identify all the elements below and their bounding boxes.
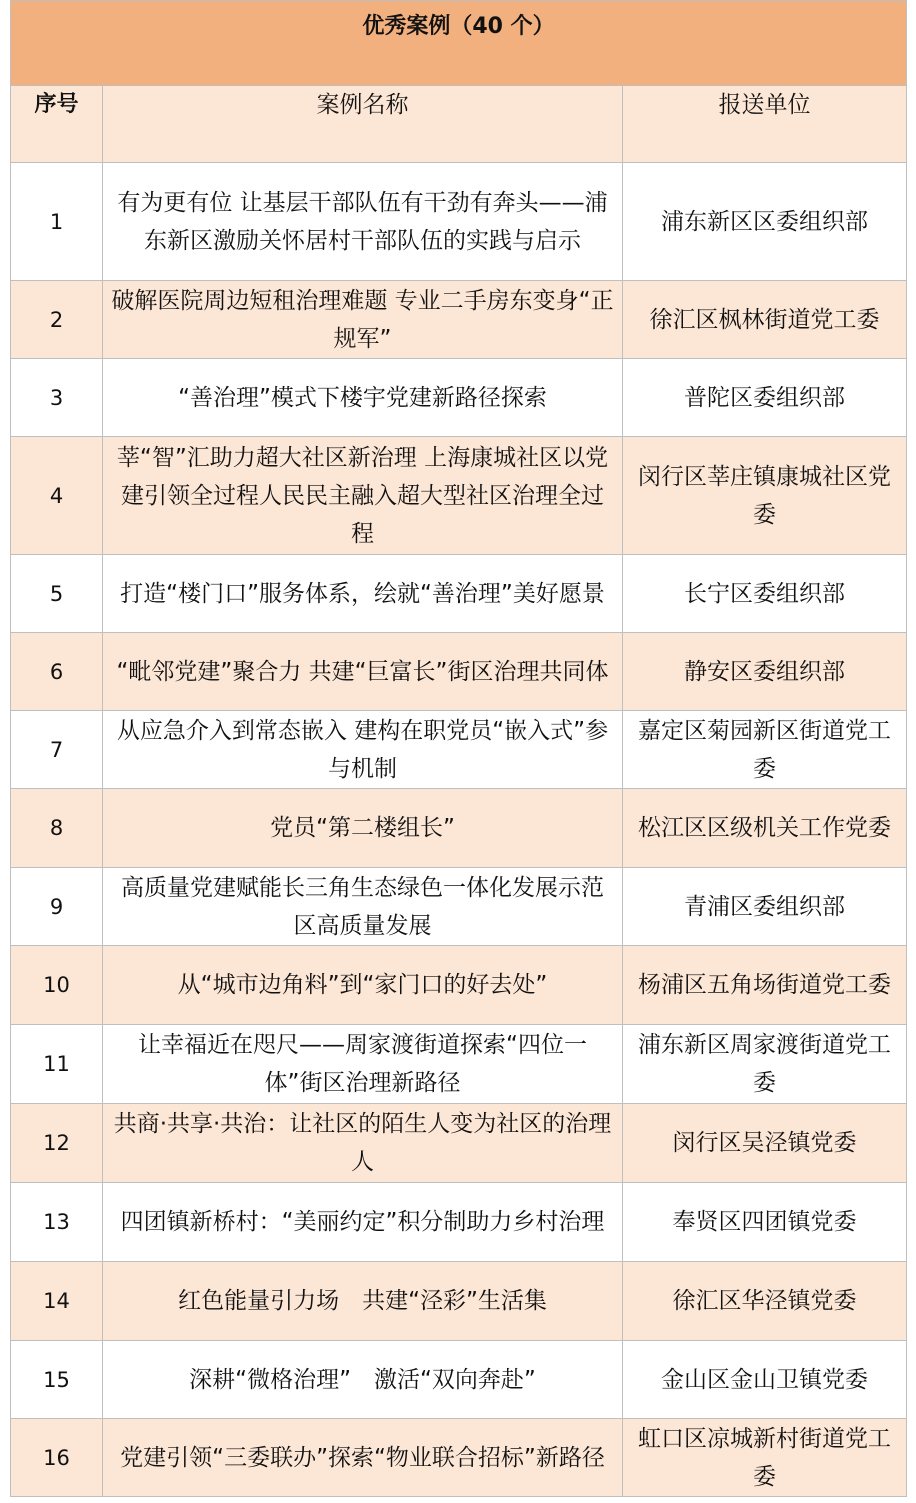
row-reporting-unit: 普陀区委组织部 xyxy=(623,359,907,437)
table-row xyxy=(11,1183,907,1262)
row-reporting-unit: 静安区委组织部 xyxy=(623,633,907,711)
row-reporting-unit: 浦东新区区委组织部 xyxy=(623,163,907,281)
row-case-name: 从“城市边角料”到“家门口的好去处” xyxy=(103,946,623,1025)
table-row xyxy=(11,1341,907,1419)
row-index: 15 xyxy=(11,1341,103,1419)
row-index: 13 xyxy=(11,1183,103,1262)
row-index: 9 xyxy=(11,868,103,946)
row-reporting-unit: 嘉定区菊园新区街道党工委 xyxy=(623,711,907,789)
row-index: 6 xyxy=(11,633,103,711)
row-index: 10 xyxy=(11,946,103,1025)
row-case-name: 高质量党建赋能长三角生态绿色一体化发展示范区高质量发展 xyxy=(103,868,623,946)
row-case-name: 红色能量引力场 共建“泾彩”生活集 xyxy=(103,1262,623,1341)
table-row xyxy=(11,946,907,1025)
row-case-name: 四团镇新桥村：“美丽约定”积分制助力乡村治理 xyxy=(103,1183,623,1262)
row-reporting-unit: 松江区区级机关工作党委 xyxy=(623,789,907,868)
table-row xyxy=(11,555,907,633)
row-case-name: 党员“第二楼组长” xyxy=(103,789,623,868)
table-row xyxy=(11,633,907,711)
row-case-name: “善治理”模式下楼宇党建新路径探索 xyxy=(103,359,623,437)
row-reporting-unit: 徐汇区枫林街道党工委 xyxy=(623,281,907,359)
row-case-name: 打造“楼门口”服务体系，绘就“善治理”美好愿景 xyxy=(103,555,623,633)
table-row xyxy=(11,163,907,281)
table-row xyxy=(11,868,907,946)
row-case-name: 破解医院周边短租治理难题 专业二手房东变身“正规军” xyxy=(103,281,623,359)
row-reporting-unit: 长宁区委组织部 xyxy=(623,555,907,633)
row-reporting-unit: 闵行区吴泾镇党委 xyxy=(623,1104,907,1183)
table-row xyxy=(11,1262,907,1341)
row-reporting-unit: 闵行区莘庄镇康城社区党委 xyxy=(623,437,907,555)
row-case-name: 党建引领“三委联办”探索“物业联合招标”新路径 xyxy=(103,1419,623,1497)
row-index: 8 xyxy=(11,789,103,868)
row-reporting-unit: 虹口区凉城新村街道党工委 xyxy=(623,1419,907,1497)
header-reporting-unit: 报送单位 xyxy=(623,86,907,163)
row-index: 16 xyxy=(11,1419,103,1497)
row-index: 12 xyxy=(11,1104,103,1183)
table-row xyxy=(11,359,907,437)
row-index: 3 xyxy=(11,359,103,437)
row-case-name: 让幸福近在咫尺——周家渡街道探索“四位一体”街区治理新路径 xyxy=(103,1025,623,1104)
row-case-name: 有为更有位 让基层干部队伍有干劲有奔头——浦东新区激励关怀居村干部队伍的实践与启示 xyxy=(103,163,623,281)
row-index: 11 xyxy=(11,1025,103,1104)
table-row xyxy=(11,437,907,555)
table-row xyxy=(11,281,907,359)
row-index: 5 xyxy=(11,555,103,633)
table-header-row xyxy=(11,86,907,163)
row-reporting-unit: 杨浦区五角场街道党工委 xyxy=(623,946,907,1025)
row-index: 7 xyxy=(11,711,103,789)
row-reporting-unit: 奉贤区四团镇党委 xyxy=(623,1183,907,1262)
row-case-name: 共商·共享·共治：让社区的陌生人变为社区的治理人 xyxy=(103,1104,623,1183)
row-index: 2 xyxy=(11,281,103,359)
excellent-cases-table xyxy=(10,0,907,1497)
table-body xyxy=(11,1,907,1497)
table-title-row xyxy=(11,1,907,86)
row-case-name: 从应急介入到常态嵌入 建构在职党员“嵌入式”参与机制 xyxy=(103,711,623,789)
excellent-cases-table-wrapper xyxy=(10,0,906,1497)
table-row xyxy=(11,1104,907,1183)
row-reporting-unit: 青浦区委组织部 xyxy=(623,868,907,946)
row-case-name: 莘“智”汇助力超大社区新治理 上海康城社区以党建引领全过程人民民主融入超大型社区治理全过程 xyxy=(103,437,623,555)
row-case-name: 深耕“微格治理” 激活“双向奔赴” xyxy=(103,1341,623,1419)
row-reporting-unit: 浦东新区周家渡街道党工委 xyxy=(623,1025,907,1104)
table-row xyxy=(11,789,907,868)
header-case-name: 案例名称 xyxy=(103,86,623,163)
table-title: 优秀案例（40 个） xyxy=(11,1,907,86)
table-row xyxy=(11,1419,907,1497)
table-row xyxy=(11,1025,907,1104)
row-reporting-unit: 徐汇区华泾镇党委 xyxy=(623,1262,907,1341)
row-index: 4 xyxy=(11,437,103,555)
row-index: 1 xyxy=(11,163,103,281)
header-index: 序号 xyxy=(11,86,103,163)
row-reporting-unit: 金山区金山卫镇党委 xyxy=(623,1341,907,1419)
row-index: 14 xyxy=(11,1262,103,1341)
table-row xyxy=(11,711,907,789)
row-case-name: “毗邻党建”聚合力 共建“巨富长”街区治理共同体 xyxy=(103,633,623,711)
